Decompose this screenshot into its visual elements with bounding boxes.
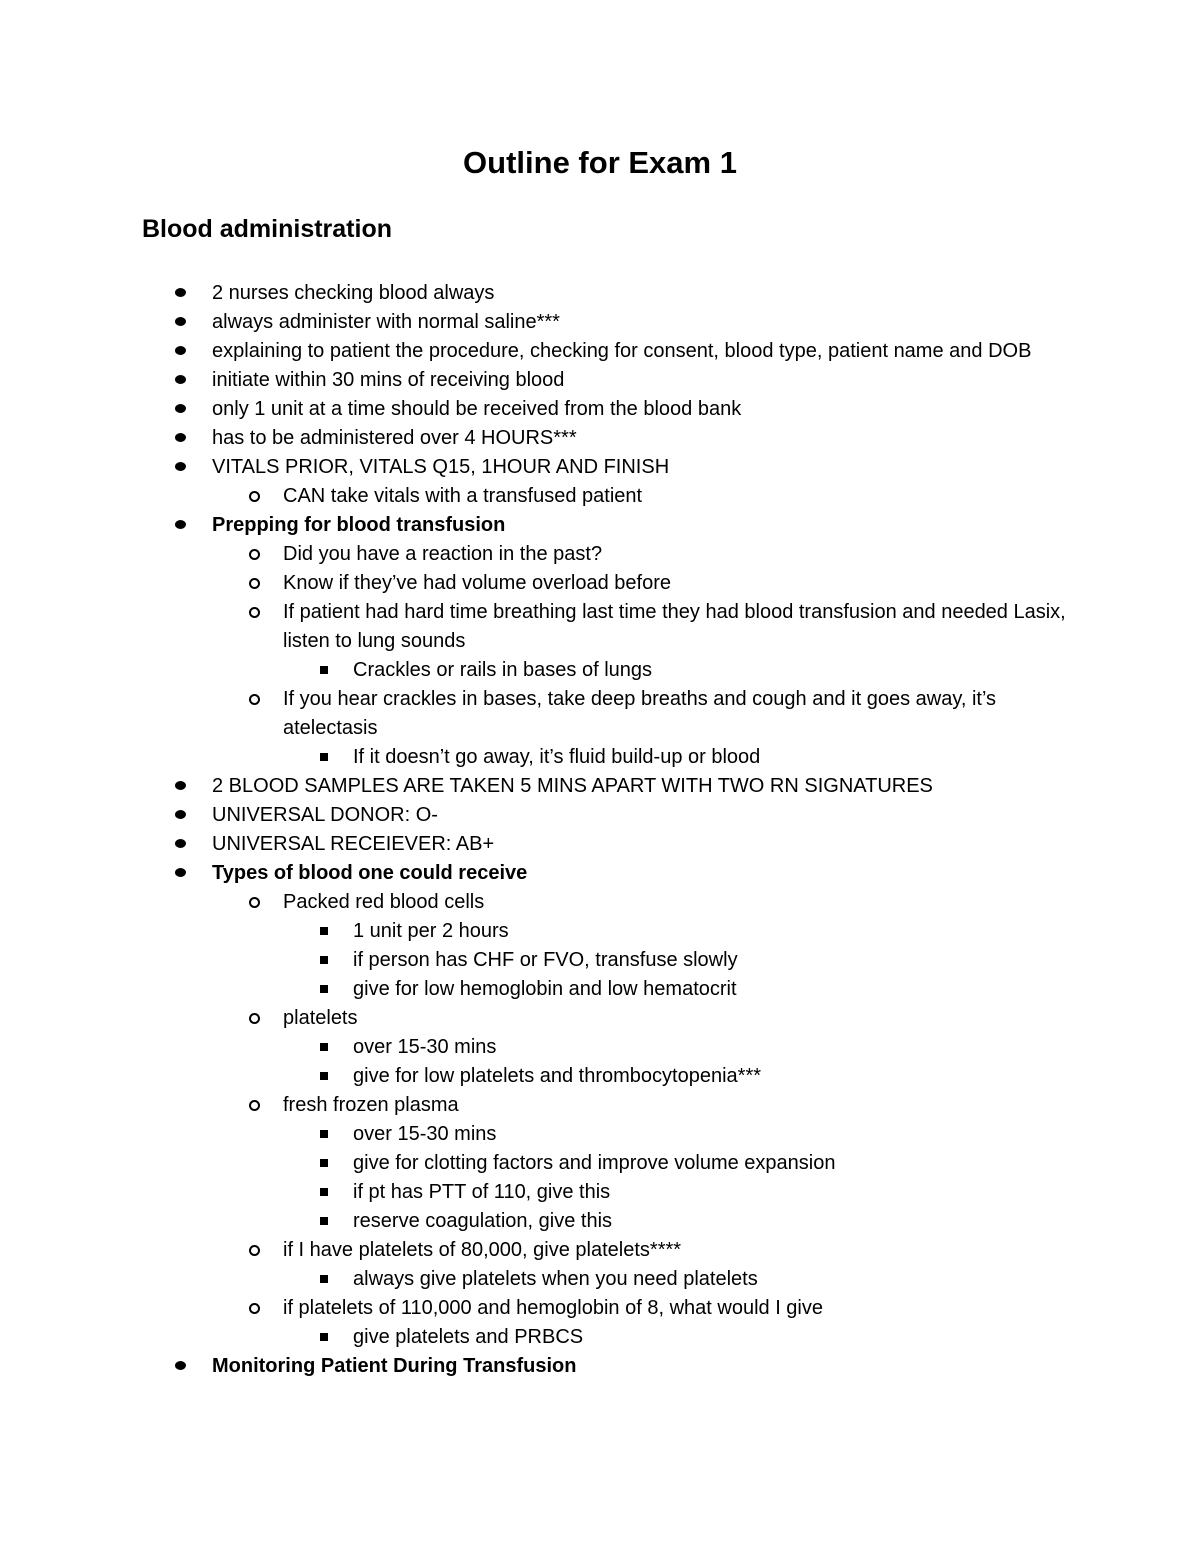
square-bullet-icon	[320, 666, 328, 674]
outline-item-level-3	[0, 1207, 1072, 1236]
outline-item-level-1	[0, 337, 1072, 366]
square-bullet-icon	[320, 1159, 328, 1167]
outline-item-level-1	[0, 366, 1072, 395]
outline-item-text: reserve coagulation, give this	[353, 1210, 613, 1232]
outline-item-text: If it doesn’t go away, it’s fluid build-up or blood	[353, 746, 761, 768]
outline-item-text: VITALS PRIOR, VITALS Q15, 1HOUR AND FINISH	[212, 456, 670, 478]
outline-item-text: if pt has PTT of 110, give this	[353, 1181, 611, 1203]
square-bullet-icon	[320, 1333, 328, 1341]
filled-bullet-icon	[175, 520, 186, 529]
outline-item-text: 2 nurses checking blood always	[212, 282, 495, 304]
hollow-circle-bullet-icon	[249, 1245, 260, 1256]
outline-item-level-1	[0, 1352, 1072, 1381]
outline-item-level-3	[0, 1323, 1072, 1352]
outline-item-level-3	[0, 975, 1072, 1004]
outline-list	[0, 279, 1200, 1381]
filled-bullet-icon	[175, 810, 186, 819]
outline-item-level-1	[0, 801, 1072, 830]
outline-item-level-2	[0, 1294, 1072, 1323]
outline-item-level-1	[0, 279, 1072, 308]
square-bullet-icon	[320, 927, 328, 935]
outline-item-text: initiate within 30 mins of receiving blood	[212, 369, 565, 391]
outline-item-text: if person has CHF or FVO, transfuse slowly	[353, 949, 738, 971]
outline-item-level-2	[0, 569, 1072, 598]
outline-item-text: Crackles or rails in bases of lungs	[353, 659, 653, 681]
outline-item-text: give for low platelets and thrombocytopenia***	[353, 1065, 762, 1087]
outline-item-text: If you hear crackles in bases, take deep breaths and cough and it goes away, it’s atelectasis	[283, 688, 1002, 739]
filled-bullet-icon	[175, 462, 186, 471]
filled-bullet-icon	[175, 868, 186, 877]
outline-item-level-3	[0, 946, 1072, 975]
outline-item-level-3	[0, 1265, 1072, 1294]
hollow-circle-bullet-icon	[249, 694, 260, 705]
outline-item-text: Prepping for blood transfusion	[212, 514, 506, 536]
outline-item-text: Types of blood one could receive	[212, 862, 528, 884]
square-bullet-icon	[320, 1043, 328, 1051]
outline-item-text: UNIVERSAL RECEIEVER: AB+	[212, 833, 495, 855]
square-bullet-icon	[320, 1188, 328, 1196]
outline-item-level-1	[0, 830, 1072, 859]
outline-item-level-2	[0, 1236, 1072, 1265]
outline-item-text: only 1 unit at a time should be received from the blood bank	[212, 398, 742, 420]
hollow-circle-bullet-icon	[249, 578, 260, 589]
outline-item-level-2	[0, 1004, 1072, 1033]
outline-item-level-1	[0, 453, 1072, 482]
outline-item-level-2	[0, 1091, 1072, 1120]
filled-bullet-icon	[175, 317, 186, 326]
outline-item-text: CAN take vitals with a transfused patient	[283, 485, 643, 507]
hollow-circle-bullet-icon	[249, 1013, 260, 1024]
outline-item-text: if platelets of 110,000 and hemoglobin of 8, what would I give	[283, 1297, 823, 1319]
outline-item-text: explaining to patient the procedure, checking for consent, blood type, patient name and DOB	[212, 340, 1032, 362]
square-bullet-icon	[320, 753, 328, 761]
square-bullet-icon	[320, 985, 328, 993]
outline-item-text: if I have platelets of 80,000, give platelets****	[283, 1239, 682, 1261]
outline-item-text: always administer with normal saline***	[212, 311, 560, 333]
hollow-circle-bullet-icon	[249, 1100, 260, 1111]
outline-item-level-3	[0, 1149, 1072, 1178]
outline-item-level-2	[0, 685, 1072, 743]
outline-item-level-3	[0, 743, 1072, 772]
outline-item-level-2	[0, 540, 1072, 569]
hollow-circle-bullet-icon	[249, 897, 260, 908]
square-bullet-icon	[320, 1072, 328, 1080]
square-bullet-icon	[320, 1217, 328, 1225]
filled-bullet-icon	[175, 288, 186, 297]
page-title: Outline for Exam 1	[463, 145, 737, 180]
section-heading: Blood administration	[142, 215, 392, 243]
outline-item-level-2	[0, 888, 1072, 917]
square-bullet-icon	[320, 1130, 328, 1138]
filled-bullet-icon	[175, 1361, 186, 1370]
outline-item-text: UNIVERSAL DONOR: O-	[212, 804, 438, 826]
outline-item-text: If patient had hard time breathing last time they had blood transfusion and needed Lasix, listen to lung sounds	[283, 601, 1072, 652]
outline-item-level-1	[0, 859, 1072, 888]
outline-item-level-3	[0, 917, 1072, 946]
square-bullet-icon	[320, 1275, 328, 1283]
outline-item-level-3	[0, 1178, 1072, 1207]
outline-item-level-1	[0, 424, 1072, 453]
hollow-circle-bullet-icon	[249, 1303, 260, 1314]
outline-item-level-2	[0, 482, 1072, 511]
outline-item-text: Packed red blood cells	[283, 891, 485, 913]
filled-bullet-icon	[175, 781, 186, 790]
outline-item-level-1	[0, 772, 1072, 801]
filled-bullet-icon	[175, 375, 186, 384]
outline-item-level-2	[0, 598, 1072, 656]
hollow-circle-bullet-icon	[249, 607, 260, 618]
outline-item-text: 1 unit per 2 hours	[353, 920, 509, 942]
outline-item-text: give for clotting factors and improve volume expansion	[353, 1152, 836, 1174]
filled-bullet-icon	[175, 346, 186, 355]
filled-bullet-icon	[175, 839, 186, 848]
square-bullet-icon	[320, 956, 328, 964]
filled-bullet-icon	[175, 404, 186, 413]
outline-item-level-3	[0, 1033, 1072, 1062]
hollow-circle-bullet-icon	[249, 491, 260, 502]
outline-item-level-3	[0, 1120, 1072, 1149]
outline-item-text: over 15-30 mins	[353, 1123, 497, 1145]
outline-item-text: Did you have a reaction in the past?	[283, 543, 603, 565]
outline-item-level-1	[0, 395, 1072, 424]
outline-item-text: give for low hemoglobin and low hematocrit	[353, 978, 737, 1000]
outline-item-text: always give platelets when you need platelets	[353, 1268, 758, 1290]
outline-item-level-1	[0, 308, 1072, 337]
outline-item-text: Monitoring Patient During Transfusion	[212, 1355, 577, 1377]
outline-item-level-3	[0, 656, 1072, 685]
outline-item-text: 2 BLOOD SAMPLES ARE TAKEN 5 MINS APART WITH TWO RN SIGNATURES	[212, 775, 933, 797]
outline-item-text: has to be administered over 4 HOURS***	[212, 427, 577, 449]
outline-item-level-1	[0, 511, 1072, 540]
filled-bullet-icon	[175, 433, 186, 442]
outline-item-text: fresh frozen plasma	[283, 1094, 459, 1116]
outline-item-text: over 15-30 mins	[353, 1036, 497, 1058]
outline-item-level-3	[0, 1062, 1072, 1091]
outline-item-text: give platelets and PRBCS	[353, 1326, 584, 1348]
outline-item-text: Know if they’ve had volume overload before	[283, 572, 672, 594]
outline-item-text: platelets	[283, 1007, 358, 1029]
hollow-circle-bullet-icon	[249, 549, 260, 560]
